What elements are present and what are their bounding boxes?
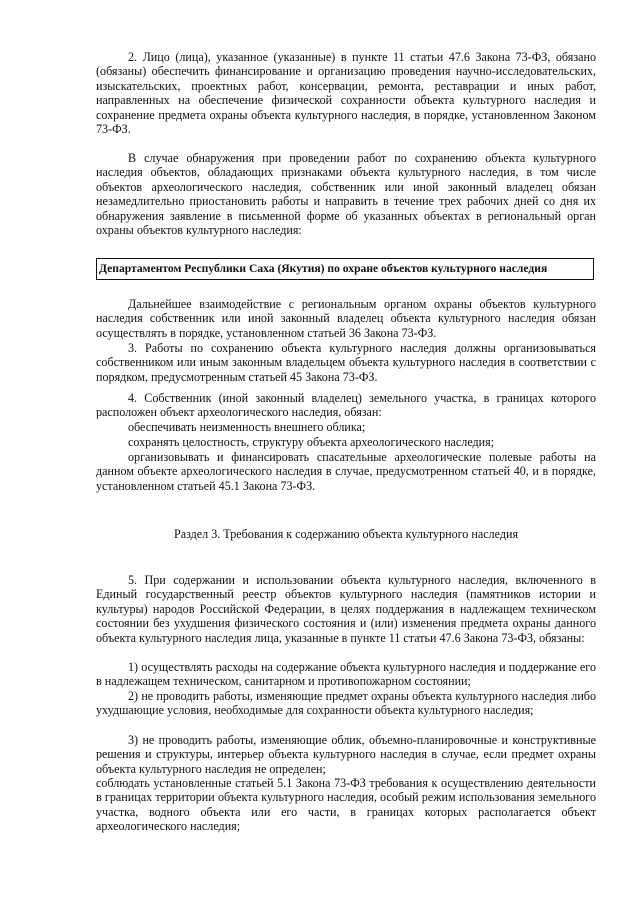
requirement-item: 2) не проводить работы, изменяющие предмет охраны объекта культурного наследия либо ухудшающие условия, необходимые для сохранности объекта культурного наследия; [96, 689, 596, 718]
paragraph-3: 3. Работы по сохранению объекта культурного наследия должны организовываться собственником или иным законным владельцем объекта культурного наследия в соответствии с порядком, предусмотренным статьей 45 Закона 73-ФЗ. [96, 341, 596, 384]
paragraph-5: 5. При содержании и использовании объекта культурного наследия, включенного в Единый государственный реестр объектов культурного наследия (памятников истории и культуры) народов Российской Федерации, в целях поддержания в надлежащем техническом состоянии без ухудшения физического состояния и (или) изменения предмета охраны данного объекта культурного наследия лица, указанные в пункте 11 статьи 47.6 Закона 73-ФЗ, обязаны: [96, 573, 596, 645]
requirement-item: соблюдать установленные статьей 5.1 Закона 73-ФЗ требования к осуществлению деятельности в границах территории объекта культурного наследия, особый режим использования земельного участка, водного объекта или его части, в границах которых располагается объект археологического наследия; [96, 776, 596, 834]
section-heading: Раздел 3. Требования к содержанию объекта культурного наследия [173, 527, 519, 541]
paragraph-discovery: В случае обнаружения при проведении работ по сохранению объекта культурного наследия объектов, обладающих признаками объекта культурного наследия, в том числе объектов археологического наследия, собственник или иной законный владелец обязан незамедлительно приостановить работы и направить в течение трех рабочих дней со дня их обнаружения заявление в письменной форме об указанных объектах в региональный орган охраны объектов культурного наследия: [96, 151, 596, 238]
paragraph-4: 4. Собственник (иной законный владелец) земельного участка, в границах которого расположен объект археологического наследия, обязан: [96, 391, 596, 420]
paragraph-2: 2. Лицо (лица), указанное (указанные) в пункте 11 статьи 47.6 Закона 73-ФЗ, обязано (обязаны) обеспечить финансирование и организацию проведения научно-исследовательских, изыскательских, проектных работ, консервации, ремонта, реставрации и иных работ, направленных на обеспечение физической сохранности объекта культурного наследия и сохранение предмета охраны объекта культурного наследия, в порядке, установленном Законом 73-ФЗ. [96, 50, 596, 137]
obligation-item: сохранять целостность, структуру объекта археологического наследия; [128, 435, 495, 449]
paragraph-interaction: Дальнейшее взаимодействие с региональным органом охраны объектов культурного наследия собственник или иной законный владелец объекта культурного наследия обязан осуществлять в порядке, установленном статьей 36 Закона 73-ФЗ. [96, 297, 596, 340]
obligation-item: обеспечивать неизменность внешнего облика; [128, 420, 366, 434]
authority-name-box: Департаментом Республики Саха (Якутия) по охране объектов культурного наследия [96, 258, 594, 280]
requirement-item: 1) осуществлять расходы на содержание объекта культурного наследия и поддержание его в надлежащем техническом, санитарном и противопожарном состоянии; [96, 660, 596, 689]
obligation-item: организовывать и финансировать спасательные археологические полевые работы на данном объекте археологического наследия в случае, предусмотренном статьей 40, и в порядке, установленном статьей 45.1 Закона 73-ФЗ. [96, 450, 596, 493]
requirement-item: 3) не проводить работы, изменяющие облик, объемно-планировочные и конструктивные решения и структуры, интерьер объекта культурного наследия в случае, если предмет охраны объекта культурного наследия не определен; [96, 733, 596, 776]
